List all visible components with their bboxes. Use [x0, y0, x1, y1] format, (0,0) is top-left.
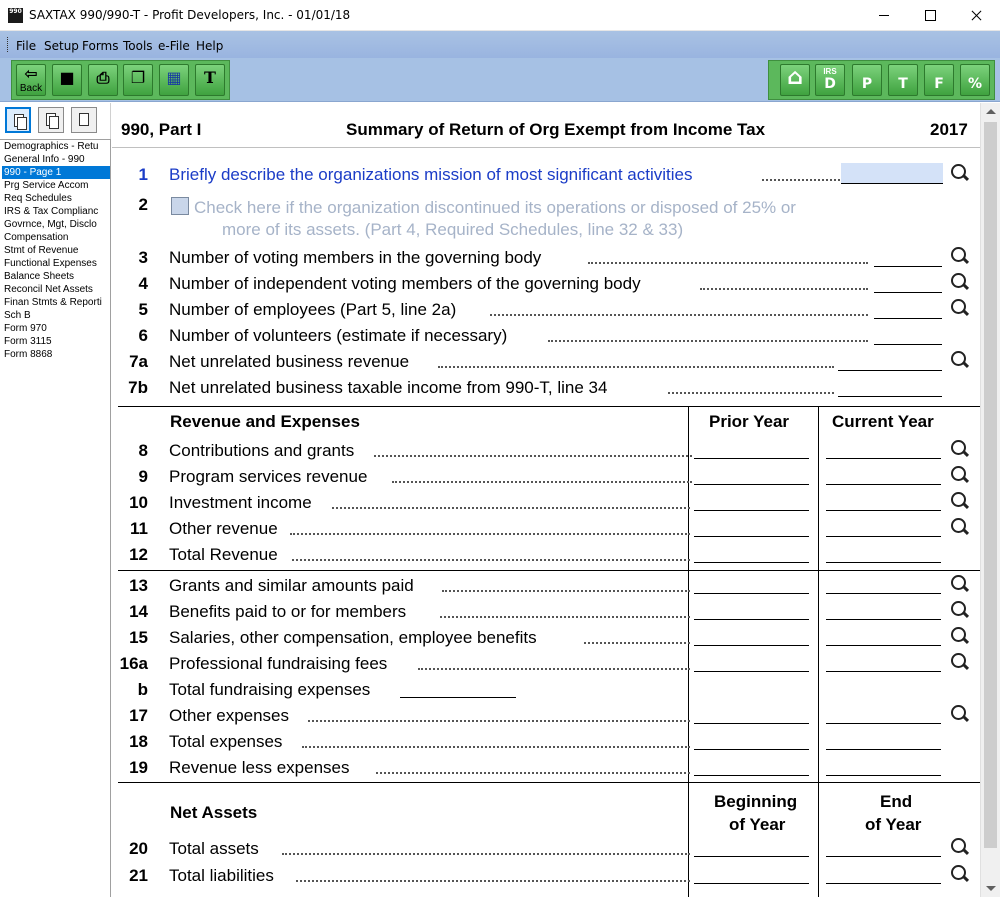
- line-number: b: [137, 680, 148, 699]
- line-input[interactable]: [874, 266, 942, 267]
- line-2-checkbox[interactable]: [171, 197, 189, 215]
- line-number: 8: [138, 441, 148, 460]
- end-header-2: of Year: [865, 815, 922, 834]
- line-label: Net unrelated business revenue: [169, 352, 410, 371]
- leader-dots: [302, 746, 690, 748]
- beginning-year-input[interactable]: [694, 856, 809, 857]
- menu-grip: [7, 37, 9, 52]
- nav-item[interactable]: Compensation: [4, 232, 69, 243]
- lookup-icon[interactable]: [949, 625, 971, 647]
- back-button[interactable]: [16, 64, 46, 96]
- current-year-input[interactable]: [826, 749, 941, 750]
- line-number: 4: [138, 274, 148, 293]
- leader-dots: [332, 507, 690, 509]
- line-number: 17: [129, 706, 148, 725]
- line-label: Salaries, other compensation, employee benefits: [169, 628, 537, 647]
- lookup-icon[interactable]: [949, 245, 971, 267]
- calculator-button[interactable]: [159, 64, 189, 96]
- save-icon: ■: [59, 68, 75, 87]
- menu-bar: [0, 31, 1000, 58]
- menu-efile[interactable]: e-File: [158, 39, 190, 53]
- p-button[interactable]: [852, 64, 882, 96]
- calculator-icon: ▦: [166, 68, 182, 87]
- line-label: Revenue less expenses: [169, 758, 350, 777]
- line-number: 5: [138, 300, 148, 319]
- menu-forms[interactable]: Forms: [82, 39, 119, 53]
- line-number: 18: [129, 732, 148, 751]
- current-year-input[interactable]: [826, 484, 941, 485]
- leader-dots: [548, 340, 868, 342]
- line-label: Number of volunteers (estimate if necessary): [169, 326, 508, 345]
- scroll-down-arrow[interactable]: [981, 880, 1000, 897]
- leader-dots: [292, 559, 690, 561]
- view-pages-button[interactable]: [5, 107, 31, 133]
- menu-setup[interactable]: Setup: [44, 39, 79, 53]
- prior-year-header: Prior Year: [709, 412, 790, 431]
- florida-percent-icon: %: [967, 76, 983, 92]
- line-number: 3: [138, 248, 148, 267]
- prior-year-input[interactable]: [694, 723, 809, 724]
- florida-f-icon: F: [934, 76, 944, 92]
- net-assets-header: Net Assets: [170, 803, 258, 822]
- prior-year-input[interactable]: [694, 458, 809, 459]
- irs-label: IRS: [823, 67, 837, 76]
- line-number: 16a: [119, 654, 148, 673]
- preview-button[interactable]: [71, 107, 97, 133]
- lookup-icon[interactable]: [949, 438, 971, 460]
- nav-item[interactable]: Finan Stmts & Reporti: [4, 297, 102, 308]
- copy-pages-button[interactable]: [123, 64, 153, 96]
- current-year-input[interactable]: [826, 510, 941, 511]
- section-divider-1: [118, 406, 980, 407]
- nav-item[interactable]: IRS & Tax Complianc: [4, 206, 99, 217]
- vertical-scrollbar[interactable]: [980, 103, 1000, 897]
- prior-year-input[interactable]: [694, 593, 809, 594]
- line-number: 13: [129, 576, 148, 595]
- section-divider-2: [118, 570, 980, 571]
- text-icon: T: [204, 68, 216, 87]
- form-area: [112, 103, 980, 897]
- line-number: 7a: [129, 352, 148, 371]
- lookup-icon[interactable]: [949, 703, 971, 725]
- line-label: Professional fundraising fees: [169, 654, 388, 673]
- line-label: Investment income: [169, 493, 312, 512]
- line-number: 14: [129, 602, 148, 621]
- lookup-icon[interactable]: [949, 573, 971, 595]
- prior-year-input[interactable]: [694, 562, 809, 563]
- line-number: 9: [138, 467, 148, 486]
- nav-item[interactable]: Reconcil Net Assets: [4, 284, 93, 295]
- forms-icon-back: [49, 116, 59, 129]
- line-1-label: Briefly describe the organizations mission of most significant activities: [169, 165, 693, 184]
- line-label: Program services revenue: [169, 467, 368, 486]
- line-label: Net unrelated business taxable income from 990-T, line 34: [169, 378, 608, 397]
- current-year-input[interactable]: [826, 723, 941, 724]
- current-year-input[interactable]: [826, 775, 941, 776]
- home-button[interactable]: [780, 64, 810, 96]
- form-year: 2017: [930, 120, 968, 139]
- p-icon: P: [861, 76, 873, 92]
- toolbar-left-group: [11, 60, 230, 100]
- line-input[interactable]: [874, 292, 942, 293]
- florida-f-button[interactable]: [924, 64, 954, 96]
- save-button[interactable]: [52, 64, 82, 96]
- nav-item[interactable]: Sch B: [4, 310, 31, 321]
- line-number: 12: [129, 545, 148, 564]
- form-title: Summary of Return of Org Exempt from Income Tax: [346, 120, 766, 139]
- end-year-input[interactable]: [826, 856, 941, 857]
- line-1-leader: [762, 179, 840, 181]
- leader-dots: [584, 642, 690, 644]
- lookup-icon[interactable]: [949, 516, 971, 538]
- home-icon: ⌂: [787, 65, 803, 90]
- col-divider-4: [818, 782, 819, 897]
- leader-dots: [376, 772, 690, 774]
- line-1-lookup-icon[interactable]: [949, 162, 971, 184]
- toolbar-right-group: [768, 60, 995, 100]
- florida-percent-button[interactable]: [960, 64, 990, 96]
- line-number: 20: [129, 839, 148, 858]
- window-title: SAXTAX 990/990-T - Profit Developers, Inc. - 01/01/18: [29, 8, 351, 22]
- col-divider-1: [688, 406, 689, 782]
- lookup-icon[interactable]: [949, 297, 971, 319]
- lookup-icon[interactable]: [949, 836, 971, 858]
- line-number: 6: [138, 326, 148, 345]
- line-number: 19: [129, 758, 148, 777]
- line-label: Total expenses: [169, 732, 283, 751]
- nav-item[interactable]: 990 - Page 1: [2, 166, 110, 179]
- line-label: Total Revenue: [169, 545, 278, 564]
- line-label: Other revenue: [169, 519, 278, 538]
- prior-year-input[interactable]: [694, 484, 809, 485]
- form-nav-list: [0, 139, 111, 897]
- minimize-button[interactable]: [861, 0, 907, 31]
- line-number: 11: [130, 519, 148, 538]
- leader-dots: [290, 533, 690, 535]
- lookup-icon[interactable]: [949, 349, 971, 371]
- fundraising-total-input[interactable]: [400, 697, 516, 698]
- toolbar: [0, 58, 1000, 102]
- line-2-label-1: Check here if the organization discontinued its operations or disposed of 25% or: [194, 198, 796, 217]
- irs-d-button[interactable]: [815, 64, 845, 96]
- prior-year-input[interactable]: [694, 536, 809, 537]
- lookup-icon[interactable]: [949, 863, 971, 885]
- current-year-header: Current Year: [832, 412, 934, 431]
- nav-item[interactable]: Functional Expenses: [4, 258, 97, 269]
- leader-dots: [392, 481, 692, 483]
- prior-year-input[interactable]: [694, 775, 809, 776]
- beginning-year-input[interactable]: [694, 883, 809, 884]
- nav-item[interactable]: Govrnce, Mgt, Disclo: [4, 219, 97, 230]
- line-1-number: 1: [138, 165, 148, 184]
- line-label: Number of voting members in the governing body: [169, 248, 542, 267]
- florida-t-button[interactable]: [888, 64, 918, 96]
- current-year-input[interactable]: [826, 536, 941, 537]
- section-divider-3: [118, 782, 980, 783]
- irs-d-icon: D: [824, 76, 836, 92]
- line-1-input[interactable]: [841, 163, 943, 184]
- nav-item[interactable]: Form 970: [4, 323, 47, 334]
- pages-icon-back: [17, 117, 27, 130]
- line-label: Total liabilities: [169, 866, 274, 885]
- header-divider: [112, 147, 980, 148]
- text-button[interactable]: [195, 64, 225, 96]
- line-input[interactable]: [838, 396, 942, 397]
- line-number: 15: [129, 628, 148, 647]
- print-button[interactable]: [88, 64, 118, 96]
- menu-tools[interactable]: Tools: [123, 39, 153, 53]
- col-divider-2: [818, 406, 819, 782]
- leader-dots: [438, 366, 834, 368]
- preview-icon: [79, 113, 89, 126]
- line-number: 21: [129, 866, 148, 885]
- lookup-icon[interactable]: [949, 599, 971, 621]
- current-year-input[interactable]: [826, 645, 941, 646]
- end-header-1: End: [880, 792, 913, 811]
- line-label: Number of independent voting members of the governing body: [169, 274, 641, 293]
- menu-file[interactable]: File: [16, 39, 37, 53]
- prior-year-input[interactable]: [694, 749, 809, 750]
- line-label: Total assets: [169, 839, 259, 858]
- prior-year-input[interactable]: [694, 671, 809, 672]
- title-bar: [0, 0, 1000, 31]
- lookup-icon[interactable]: [949, 464, 971, 486]
- current-year-input[interactable]: [826, 619, 941, 620]
- nav-tools: [0, 103, 111, 139]
- line-label: Contributions and grants: [169, 441, 355, 460]
- back-icon: ⇦: [24, 64, 38, 83]
- line-number: 10: [129, 493, 148, 512]
- nav-item[interactable]: Stmt of Revenue: [4, 245, 79, 256]
- copy-pages-icon: ❐: [130, 68, 146, 87]
- revenue-header: Revenue and Expenses: [170, 412, 360, 431]
- beginning-header-2: of Year: [729, 815, 786, 834]
- line-input[interactable]: [874, 318, 942, 319]
- nav-item[interactable]: Balance Sheets: [4, 271, 75, 282]
- leader-dots: [374, 455, 692, 457]
- end-year-input[interactable]: [826, 883, 941, 884]
- leader-dots: [442, 590, 690, 592]
- leader-dots: [418, 668, 690, 670]
- line-input[interactable]: [838, 370, 942, 371]
- nav-item[interactable]: Prg Service Accom: [4, 180, 89, 191]
- leader-dots: [282, 853, 690, 855]
- leader-dots: [700, 288, 868, 290]
- view-forms-button[interactable]: [38, 107, 64, 133]
- app-icon: 990: [8, 8, 23, 23]
- nav-item[interactable]: Req Schedules: [4, 193, 72, 204]
- menu-help[interactable]: Help: [196, 39, 224, 53]
- nav-item[interactable]: Form 8868: [4, 349, 53, 360]
- current-year-input[interactable]: [826, 671, 941, 672]
- line-label: Other expenses: [169, 706, 290, 725]
- nav-item[interactable]: General Info - 990: [4, 154, 85, 165]
- scroll-thumb[interactable]: [984, 122, 997, 848]
- leader-dots: [296, 880, 690, 882]
- form-part: 990, Part I: [121, 120, 202, 139]
- leader-dots: [440, 616, 690, 618]
- lookup-icon[interactable]: [949, 271, 971, 293]
- florida-t-icon: T: [898, 76, 908, 92]
- line-input[interactable]: [874, 344, 942, 345]
- prior-year-input[interactable]: [694, 645, 809, 646]
- line-2-number: 2: [138, 195, 148, 214]
- line-2-label-2: more of its assets. (Part 4, Required Schedules, line 32 & 33): [222, 220, 684, 239]
- current-year-input[interactable]: [826, 593, 941, 594]
- prior-year-input[interactable]: [694, 619, 809, 620]
- maximize-button[interactable]: [907, 0, 953, 31]
- beginning-header-1: Beginning: [714, 792, 798, 811]
- leader-dots: [490, 314, 868, 316]
- current-year-input[interactable]: [826, 458, 941, 459]
- prior-year-input[interactable]: [694, 510, 809, 511]
- line-label: Number of employees (Part 5, line 2a): [169, 300, 457, 319]
- nav-item[interactable]: Demographics - Retu: [4, 141, 99, 152]
- scroll-up-arrow[interactable]: [981, 103, 1000, 120]
- line-label: Benefits paid to or for members: [169, 602, 407, 621]
- nav-item[interactable]: Form 3115: [4, 336, 52, 347]
- line-number: 7b: [128, 378, 148, 397]
- print-icon: ⎙: [96, 68, 110, 87]
- leader-dots: [308, 720, 690, 722]
- lookup-icon[interactable]: [949, 651, 971, 673]
- line-label: Grants and similar amounts paid: [169, 576, 414, 595]
- leader-dots: [668, 392, 834, 394]
- current-year-input[interactable]: [826, 562, 941, 563]
- line-label: Total fundraising expenses: [169, 680, 371, 699]
- back-label: Back: [19, 83, 43, 94]
- close-button[interactable]: [953, 0, 999, 31]
- leader-dots: [588, 262, 868, 264]
- lookup-icon[interactable]: [949, 490, 971, 512]
